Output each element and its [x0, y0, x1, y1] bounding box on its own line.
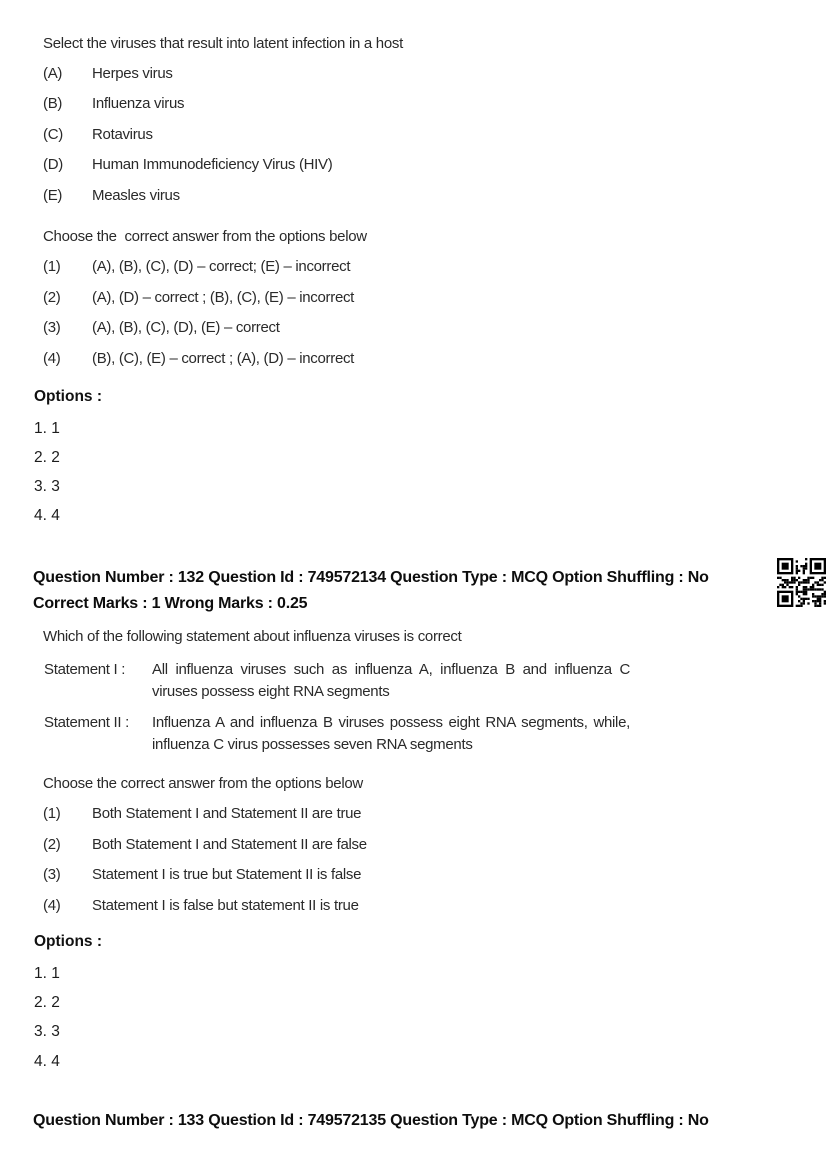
choice-label: (B) [43, 95, 63, 113]
option-item-1: 1. 1 [34, 964, 60, 982]
answer-text: Statement I is false but statement II is true [92, 896, 359, 914]
answer-label: (2) [43, 835, 61, 853]
statement-row-1 [44, 659, 826, 703]
choice-row-d [43, 150, 826, 181]
question-132-block [0, 565, 826, 1076]
choice-row-a [43, 58, 826, 89]
options-list [0, 959, 826, 1076]
qr-code-icon [777, 558, 826, 607]
statement-label: Statement II : [44, 713, 130, 731]
answer-row-3 [43, 860, 826, 891]
question-meta-header [0, 565, 826, 617]
option-item-1: 1. 1 [34, 419, 60, 437]
choice-text: Herpes virus [92, 64, 173, 82]
answer-label: (2) [43, 288, 61, 306]
options-list [0, 414, 826, 531]
choose-instruction: Choose the correct answer from the options below [43, 774, 363, 792]
answer-list [0, 799, 826, 921]
answer-label: (3) [43, 319, 61, 337]
option-item-2: 2. 2 [34, 448, 60, 466]
choice-text: Measles virus [92, 186, 180, 204]
answer-label: (4) [43, 896, 61, 914]
answer-row-2 [43, 282, 826, 313]
answer-row-1 [43, 799, 826, 830]
choice-text: Rotavirus [92, 125, 153, 143]
question-prompt: Select the viruses that result into latent infection in a host [43, 35, 403, 52]
answer-text: Both Statement I and Statement II are false [92, 835, 367, 853]
answer-label: (1) [43, 258, 61, 276]
answer-label: (4) [43, 349, 61, 367]
question-meta-line1: Question Number : 132 Question Id : 749572134 Question Type : MCQ Option Shuffling : No [33, 568, 709, 586]
answer-text: (A), (B), (C), (D) – correct; (E) – incorrect [92, 258, 351, 276]
answer-row-4 [43, 890, 826, 921]
statement-label: Statement I : [44, 660, 126, 678]
options-heading: Options : [34, 932, 103, 950]
answer-row-3 [43, 313, 826, 344]
choice-label: (C) [43, 125, 63, 143]
answer-list [0, 252, 826, 374]
question-meta-line1: Question Number : 133 Question Id : 749572135 Question Type : MCQ Option Shuffling : No [33, 1111, 709, 1129]
question-meta-line2: Correct Marks : 1 Wrong Marks : 0.25 [33, 594, 308, 612]
choice-label: (E) [43, 186, 63, 204]
choice-text: Influenza virus [92, 95, 185, 113]
choice-list [0, 58, 826, 211]
answer-text: (A), (D) – correct ; (B), (C), (E) – incorrect [92, 288, 355, 306]
answer-text: Statement I is true but Statement II is false [92, 866, 362, 884]
statement-text: Influenza A and influenza B viruses possess eight RNA segments, while, influenza C virus possesses seven RNA segments [152, 713, 630, 753]
answer-text: Both Statement I and Statement II are true [92, 805, 362, 823]
option-item-3: 3. 3 [34, 478, 60, 496]
question-133-block [0, 1108, 826, 1134]
option-item-4: 4. 4 [34, 507, 60, 525]
option-item-4: 4. 4 [34, 1052, 60, 1070]
choose-instruction: Choose the correct answer from the options below [43, 227, 367, 245]
statement-text: All influenza viruses such as influenza A, influenza B and influenza C viruses possess eight RNA segments [152, 660, 630, 700]
choice-row-c [43, 119, 826, 150]
option-item-2: 2. 2 [34, 993, 60, 1011]
answer-row-1 [43, 252, 826, 283]
options-heading: Options : [34, 387, 103, 405]
choice-row-b [43, 89, 826, 120]
answer-row-4 [43, 343, 826, 374]
option-item-3: 3. 3 [34, 1023, 60, 1041]
choice-label: (A) [43, 64, 63, 82]
choice-text: Human Immunodeficiency Virus (HIV) [92, 156, 333, 174]
question-prompt: Which of the following statement about influenza viruses is correct [43, 627, 462, 645]
question-131-block [0, 34, 826, 531]
answer-label: (3) [43, 866, 61, 884]
choice-row-e [43, 180, 826, 211]
answer-row-2 [43, 829, 826, 860]
answer-text: (A), (B), (C), (D), (E) – correct [92, 319, 280, 337]
answer-text: (B), (C), (E) – correct ; (A), (D) – incorrect [92, 349, 355, 367]
statement-row-2 [44, 712, 826, 756]
answer-label: (1) [43, 805, 61, 823]
choice-label: (D) [43, 156, 63, 174]
